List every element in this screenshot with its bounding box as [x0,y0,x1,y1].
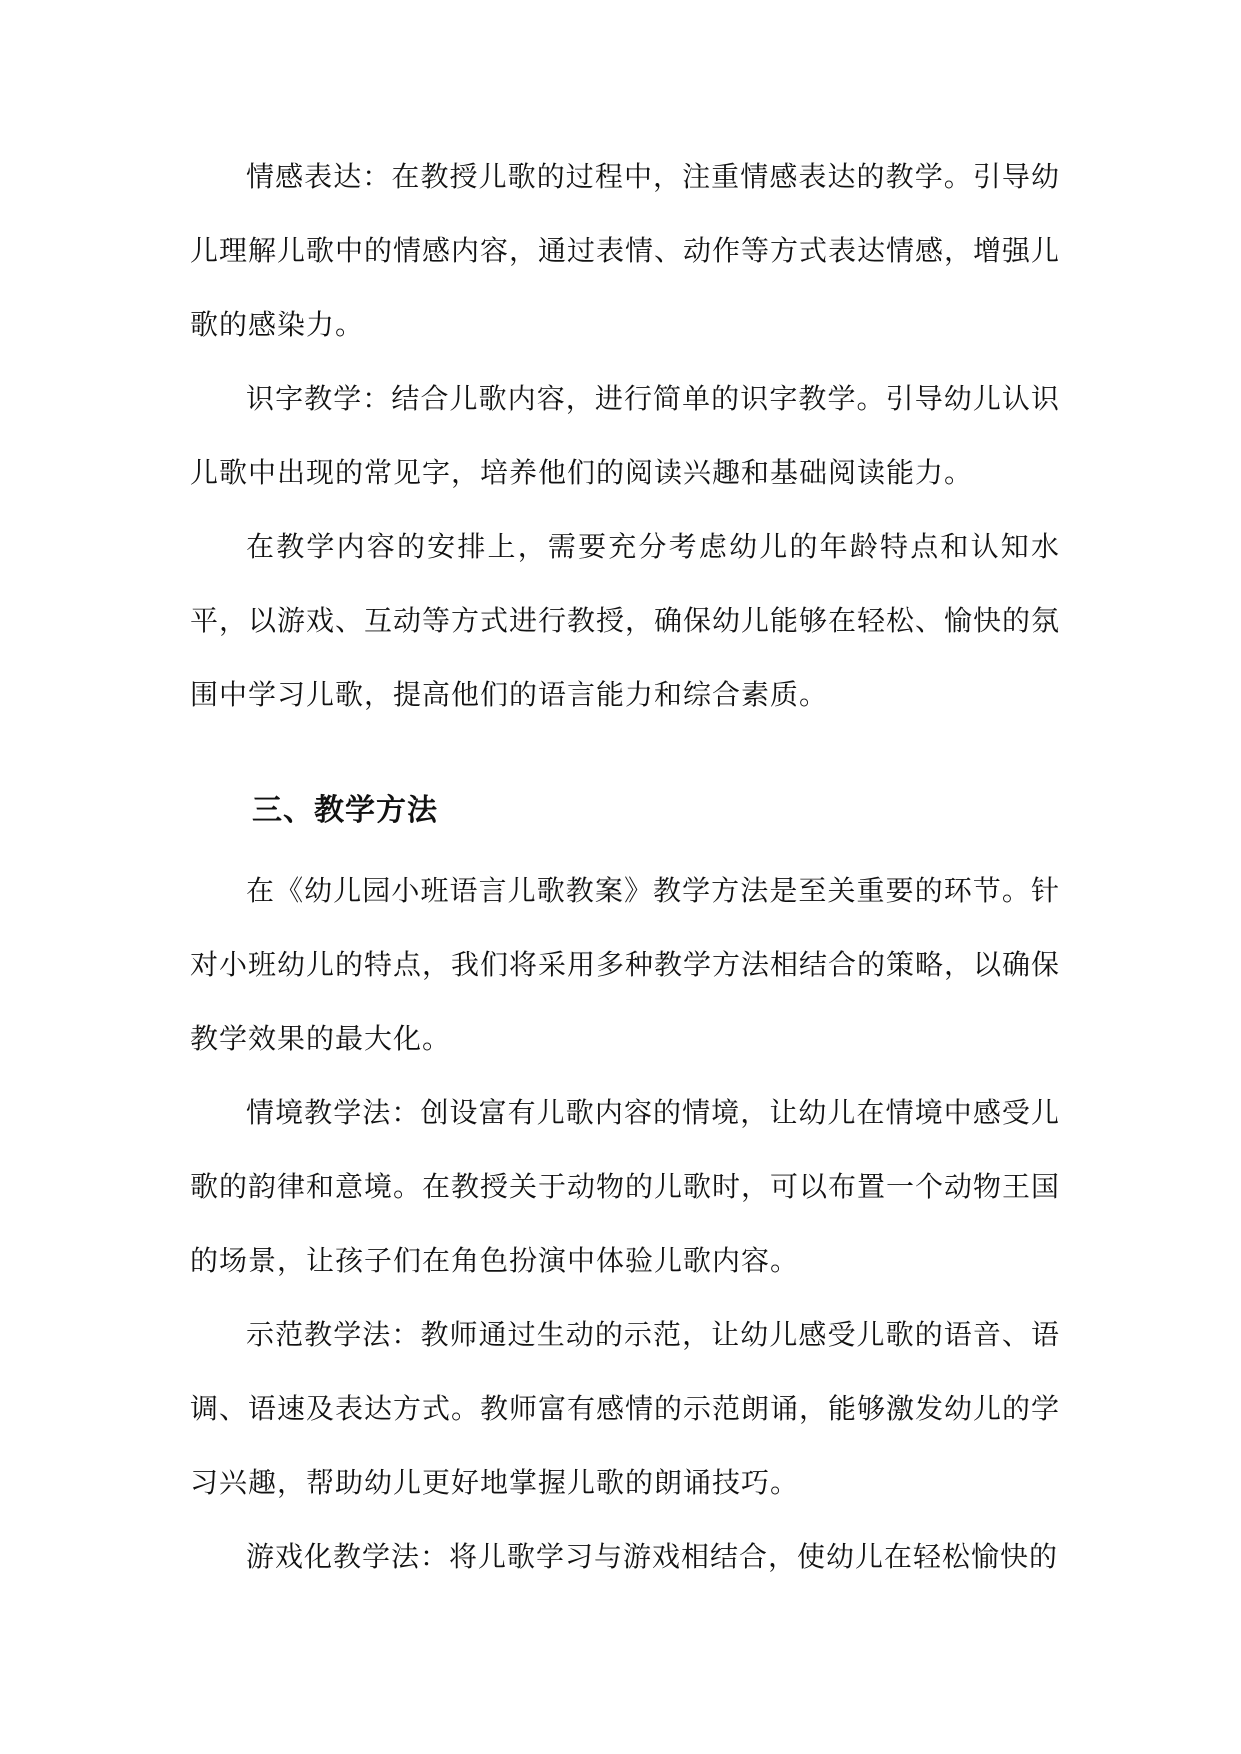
paragraph-content-arrangement: 在教学内容的安排上，需要充分考虑幼儿的年龄特点和认知水平，以游戏、互动等方式进行教授，确保幼儿能够在轻松、愉快的氛围中学习儿歌，提高他们的语言能力和综合素质。 [190,530,1061,711]
paragraph-methods-intro: 在《幼儿园小班语言儿歌教案》教学方法是至关重要的环节。针对小班幼儿的特点，我们将采用多种教学方法相结合的策略，以确保教学效果的最大化。 [190,874,1061,1055]
paragraph-literacy-teaching: 识字教学：结合儿歌内容，进行简单的识字教学。引导幼儿认识儿歌中出现的常见字，培养他们的阅读兴趣和基础阅读能力。 [190,382,1060,489]
paragraph-situational-teaching: 情境教学法：创设富有儿歌内容的情境，让幼儿在情境中感受儿歌的韵律和意境。在教授关于动物的儿歌时，可以布置一个动物王国的场景，让孩子们在角色扮演中体验儿歌内容。 [190,1096,1061,1277]
paragraph-game-teaching: 游戏化教学法：将儿歌学习与游戏相结合，使幼儿在轻松愉快的 [246,1540,1059,1573]
document-body [190,140,1060,1594]
section-heading-teaching-methods: 三、教学方法 [252,793,438,828]
paragraph-emotional-expression: 情感表达：在教授儿歌的过程中，注重情感表达的教学。引导幼儿理解儿歌中的情感内容，通过表情、动作等方式表达情感，增强儿歌的感染力。 [190,160,1061,341]
paragraph-demonstration-teaching: 示范教学法：教师通过生动的示范，让幼儿感受儿歌的语音、语调、语速及表达方式。教师富有感情的示范朗诵，能够激发幼儿的学习兴趣，帮助幼儿更好地掌握儿歌的朗诵技巧。 [190,1318,1061,1499]
